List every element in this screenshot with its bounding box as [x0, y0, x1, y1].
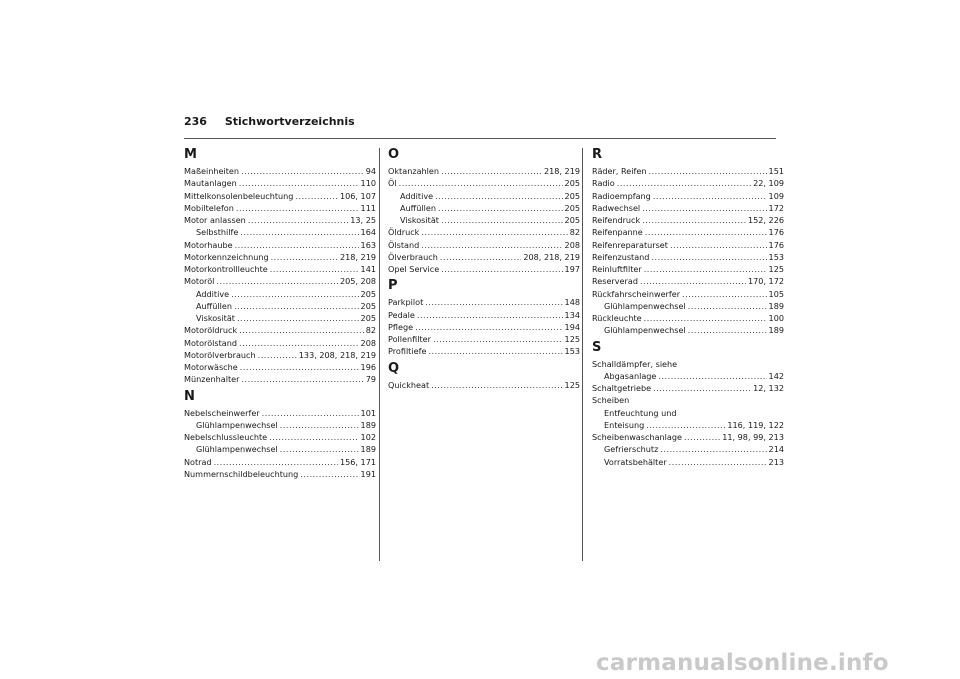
entry-term: Räder, Reifen: [592, 166, 647, 176]
entry-pages: 205, 208: [339, 276, 376, 287]
entry-term: Oktanzahlen: [388, 166, 440, 176]
entry-term: Abgasanlage: [604, 370, 657, 381]
dot-leader: [421, 239, 562, 251]
dot-leader: [435, 190, 562, 202]
index-entry: [184, 468, 376, 480]
index-entry: [184, 337, 376, 349]
index-entry: [184, 275, 376, 287]
entry-pages: 105: [768, 288, 784, 299]
entry-term: Entfeuchtung und: [604, 407, 677, 418]
index-entry: [184, 431, 376, 443]
entry-term: Mautanlagen: [184, 178, 237, 189]
index-entry: [388, 177, 580, 189]
entry-term: Motorwäsche: [184, 362, 238, 372]
index-entry: [592, 165, 784, 177]
entry-pages: 13, 25: [350, 215, 376, 225]
dot-leader: [214, 456, 338, 468]
entry-term: Motorkontrollleuchte: [184, 264, 268, 274]
index-entry: [592, 358, 784, 370]
dot-leader: [295, 190, 338, 202]
index-entry: [184, 165, 376, 177]
index-entry: [184, 443, 376, 455]
index-entry: [592, 202, 784, 214]
entry-pages: 163: [360, 239, 376, 250]
dot-leader: [258, 349, 297, 361]
entry-term: Notrad: [184, 456, 212, 467]
dot-leader: [669, 456, 767, 468]
index-entry: [388, 239, 580, 251]
index-entry: [592, 382, 784, 394]
entry-pages: 156, 171: [339, 456, 376, 467]
index-column-2: [388, 144, 580, 391]
entry-pages: 205: [360, 288, 376, 299]
entry-pages: 164: [360, 227, 376, 238]
dot-leader: [269, 431, 358, 443]
index-entry: [592, 275, 784, 287]
index-entry: [184, 312, 376, 324]
index-entry: [592, 443, 784, 455]
dot-leader: [237, 312, 359, 324]
entry-pages: 102: [360, 432, 376, 442]
dot-leader: [438, 202, 563, 214]
entry-term: Selbsthilfe: [196, 227, 239, 238]
dot-leader: [441, 263, 562, 275]
index-entry: [184, 214, 376, 226]
dot-leader: [235, 239, 359, 251]
dot-leader: [646, 419, 725, 431]
dot-leader: [644, 312, 767, 324]
dot-leader: [248, 214, 348, 226]
dot-leader: [231, 288, 358, 300]
dot-leader: [415, 321, 562, 333]
entry-term: Schalldämpfer, siehe: [592, 358, 678, 369]
section-letter: R: [592, 147, 603, 162]
entry-pages: 151: [768, 166, 784, 176]
page-header: [184, 115, 355, 128]
dot-leader: [433, 333, 563, 345]
index-entry: [592, 431, 784, 443]
dot-leader: [239, 324, 364, 336]
index-entry: [184, 373, 376, 385]
index-entry: [592, 288, 784, 300]
entry-term: Scheibenwaschanlage: [592, 432, 682, 442]
index-entry: [388, 251, 580, 263]
entry-term: Motor anlassen: [184, 215, 246, 225]
index-entry: [184, 456, 376, 468]
entry-pages: 94: [365, 166, 376, 176]
index-entry: [184, 226, 376, 238]
dot-leader: [425, 296, 562, 308]
dot-leader: [280, 419, 359, 431]
dot-leader: [658, 370, 766, 382]
entry-term: Nummernschildbeleuchtung: [184, 468, 299, 479]
entry-pages: 176: [768, 239, 784, 250]
index-entry: [388, 165, 580, 177]
entry-term: Motorölstand: [184, 337, 238, 348]
entry-pages: 153: [564, 346, 580, 357]
dot-leader: [688, 300, 767, 312]
entry-term: Auffüllen: [196, 300, 232, 311]
dot-leader: [642, 214, 746, 226]
entry-term: Motorhaube: [184, 239, 233, 250]
entry-pages: 12, 132: [753, 383, 784, 393]
watermark: carmanualsonline.info: [596, 650, 889, 676]
dot-leader: [241, 165, 364, 177]
section-letter: S: [592, 339, 602, 355]
entry-term: Nebelschlussleuchte: [184, 432, 268, 442]
index-entry: [184, 263, 376, 275]
entry-term: Glühlampenwechsel: [604, 300, 686, 311]
entry-term: Schaltgetriebe: [592, 383, 652, 393]
entry-pages: 141: [360, 264, 376, 274]
dot-leader: [648, 165, 766, 177]
entry-pages: 152, 226: [747, 215, 784, 225]
index-entry: [388, 226, 580, 238]
entry-term: Münzenhalter: [184, 374, 240, 385]
dot-leader: [262, 407, 359, 419]
entry-term: Vorratsbehälter: [604, 456, 667, 467]
index-entry: [592, 300, 784, 312]
index-entry: [592, 456, 784, 468]
entry-term: Reifendruck: [592, 215, 641, 225]
entry-pages: 214: [768, 444, 784, 455]
index-entry: [592, 394, 784, 406]
dot-leader: [653, 190, 767, 202]
entry-term: Ölstand: [388, 239, 420, 250]
entry-pages: 79: [365, 374, 376, 385]
entry-pages: 106, 107: [339, 190, 376, 201]
entry-term: Motoröldruck: [184, 325, 238, 336]
index-entry: [592, 324, 784, 336]
dot-leader: [239, 177, 359, 189]
entry-term: Scheiben: [592, 395, 630, 406]
section-letter: Q: [388, 360, 400, 376]
index-column-3: [592, 144, 784, 468]
index-entry: [592, 214, 784, 226]
index-entry: [592, 177, 784, 189]
entry-pages: 109: [768, 190, 784, 201]
dot-leader: [236, 202, 359, 214]
entry-pages: 205: [564, 190, 580, 201]
entry-term: Radwechsel: [592, 202, 641, 213]
entry-term: Reifenreparaturset: [592, 239, 668, 250]
index-entry: [184, 349, 376, 361]
entry-term: Öl: [388, 178, 397, 189]
dot-leader: [271, 251, 338, 263]
index-entry: [388, 321, 580, 333]
entry-term: Auffüllen: [400, 202, 436, 213]
entry-pages: 205: [564, 215, 580, 225]
dot-leader: [642, 202, 766, 214]
entry-term: Reifenpanne: [592, 227, 643, 238]
dot-leader: [441, 214, 563, 226]
index-entry: [184, 288, 376, 300]
index-entry: [388, 263, 580, 275]
index-entry: [184, 300, 376, 312]
entry-term: Profiltiefe: [388, 346, 427, 357]
dot-leader: [300, 468, 358, 480]
entry-term: Enteisung: [604, 419, 645, 430]
dot-leader: [421, 226, 567, 238]
entry-pages: 125: [564, 379, 580, 390]
entry-pages: 82: [365, 325, 376, 336]
index-entry: [592, 370, 784, 382]
header-rule: [184, 138, 776, 139]
index-entry: [184, 202, 376, 214]
entry-pages: 176: [768, 227, 784, 238]
index-entry: [388, 345, 580, 357]
dot-leader: [428, 345, 562, 357]
entry-pages: 170, 172: [747, 276, 784, 287]
entry-pages: 189: [360, 444, 376, 455]
entry-term: Reserverad: [592, 276, 638, 287]
entry-pages: 208: [564, 239, 580, 250]
entry-term: Rückfahrscheinwerfer: [592, 288, 681, 299]
dot-leader: [688, 324, 767, 336]
dot-leader: [684, 431, 720, 443]
entry-term: Radioempfang: [592, 190, 651, 201]
entry-pages: 134: [564, 309, 580, 320]
entry-pages: 133, 208, 218, 219: [298, 349, 376, 360]
entry-term: Motorölverbrauch: [184, 349, 256, 360]
dot-leader: [440, 251, 522, 263]
index-entry: [388, 202, 580, 214]
column-divider: [582, 148, 583, 561]
index-entry: [184, 324, 376, 336]
dot-leader: [270, 263, 359, 275]
entry-term: Ölverbrauch: [388, 251, 438, 262]
dot-leader: [431, 379, 562, 391]
entry-pages: 116, 119, 122: [727, 419, 784, 430]
index-entry: [592, 312, 784, 324]
dot-leader: [234, 300, 359, 312]
dot-leader: [660, 443, 766, 455]
index-entry: [592, 190, 784, 202]
entry-term: Additive: [400, 190, 434, 201]
entry-pages: 208: [360, 337, 376, 348]
entry-term: Reinluftfilter: [592, 264, 642, 274]
entry-pages: 22, 109: [753, 178, 784, 189]
entry-pages: 189: [360, 419, 376, 430]
dot-leader: [682, 288, 767, 300]
entry-term: Viskosität: [400, 215, 439, 225]
page-title: Stichwortverzeichnis: [224, 115, 355, 128]
index-entry: [388, 190, 580, 202]
entry-term: Gefrierschutz: [604, 444, 659, 455]
entry-pages: 194: [564, 321, 580, 332]
index-entry: [184, 419, 376, 431]
dot-leader: [617, 177, 751, 189]
index-entry: [184, 190, 376, 202]
entry-term: Quickheat: [388, 379, 430, 390]
entry-term: Motorkennzeichnung: [184, 251, 269, 262]
dot-leader: [653, 382, 751, 394]
entry-term: Parkpilot: [388, 297, 424, 308]
index-entry: [592, 263, 784, 275]
entry-pages: 100: [768, 313, 784, 323]
index-entry: [184, 361, 376, 373]
entry-term: Opel Service: [388, 264, 440, 274]
index-entry: [388, 333, 580, 345]
entry-pages: 208, 218, 219: [523, 251, 580, 262]
dot-leader: [240, 226, 358, 238]
entry-pages: 213: [768, 456, 784, 467]
entry-term: Nebelscheinwerfer: [184, 407, 260, 418]
entry-pages: 125: [564, 334, 580, 344]
index-entry: [184, 239, 376, 251]
entry-term: Glühlampenwechsel: [196, 444, 278, 455]
dot-leader: [640, 275, 746, 287]
entry-pages: 142: [768, 370, 784, 381]
entry-pages: 205: [360, 313, 376, 323]
entry-term: Öldruck: [388, 227, 420, 238]
index-entry: [184, 407, 376, 419]
dot-leader: [241, 373, 363, 385]
dot-leader: [239, 337, 359, 349]
entry-term: Reifenzustand: [592, 251, 650, 262]
entry-term: Pflege: [388, 321, 414, 332]
entry-term: Motoröl: [184, 276, 215, 287]
entry-pages: 191: [360, 468, 376, 479]
dot-leader: [645, 226, 767, 238]
entry-pages: 189: [768, 325, 784, 336]
index-entry: [184, 177, 376, 189]
dot-leader: [651, 251, 766, 263]
entry-pages: 125: [768, 264, 784, 274]
entry-pages: 205: [564, 178, 580, 189]
section-letter: N: [184, 388, 195, 404]
entry-pages: 205: [360, 300, 376, 311]
dot-leader: [644, 263, 767, 275]
entry-term: Glühlampenwechsel: [196, 419, 278, 430]
dot-leader: [670, 239, 767, 251]
index-entry: [592, 226, 784, 238]
dot-leader: [216, 275, 338, 287]
page-number: 236: [184, 115, 207, 128]
entry-pages: 172: [768, 202, 784, 213]
entry-pages: 197: [564, 264, 580, 274]
entry-term: Rückleuchte: [592, 313, 642, 323]
entry-pages: 153: [768, 251, 784, 262]
entry-pages: 101: [360, 407, 376, 418]
index-column-1: [184, 144, 376, 480]
index-entry: [388, 296, 580, 308]
entry-term: Additive: [196, 288, 230, 299]
entry-term: Maßeinheiten: [184, 166, 240, 176]
entry-term: Radio: [592, 178, 615, 189]
entry-term: Mobiltelefon: [184, 202, 234, 213]
entry-pages: 82: [569, 227, 580, 238]
dot-leader: [417, 309, 563, 321]
entry-term: Pollenfilter: [388, 334, 431, 344]
dot-leader: [399, 177, 563, 189]
entry-term: Glühlampenwechsel: [604, 325, 686, 336]
entry-pages: 11, 98, 99, 213: [722, 432, 784, 442]
index-entry: [388, 379, 580, 391]
entry-pages: 218, 219: [543, 166, 580, 176]
column-divider: [379, 148, 380, 561]
dot-leader: [280, 443, 359, 455]
section-letter: M: [184, 147, 197, 162]
section-letter: O: [388, 147, 400, 162]
index-entry: [388, 309, 580, 321]
entry-term: Pedale: [388, 309, 415, 320]
entry-pages: 218, 219: [339, 251, 376, 262]
section-letter: P: [388, 278, 398, 294]
entry-pages: 205: [564, 202, 580, 213]
entry-pages: 110: [360, 178, 376, 189]
entry-term: Mittelkonsolenbeleuchtung: [184, 190, 294, 201]
index-entry: [592, 419, 784, 431]
index-entry: [592, 251, 784, 263]
index-entry: [184, 251, 376, 263]
dot-leader: [240, 361, 359, 373]
entry-term: Viskosität: [196, 313, 235, 323]
entry-pages: 189: [768, 300, 784, 311]
index-entry: [592, 239, 784, 251]
index-entry: [592, 407, 784, 419]
entry-pages: 148: [564, 297, 580, 308]
index-entry: [388, 214, 580, 226]
entry-pages: 196: [360, 362, 376, 372]
dot-leader: [441, 165, 542, 177]
entry-pages: 111: [360, 202, 376, 213]
